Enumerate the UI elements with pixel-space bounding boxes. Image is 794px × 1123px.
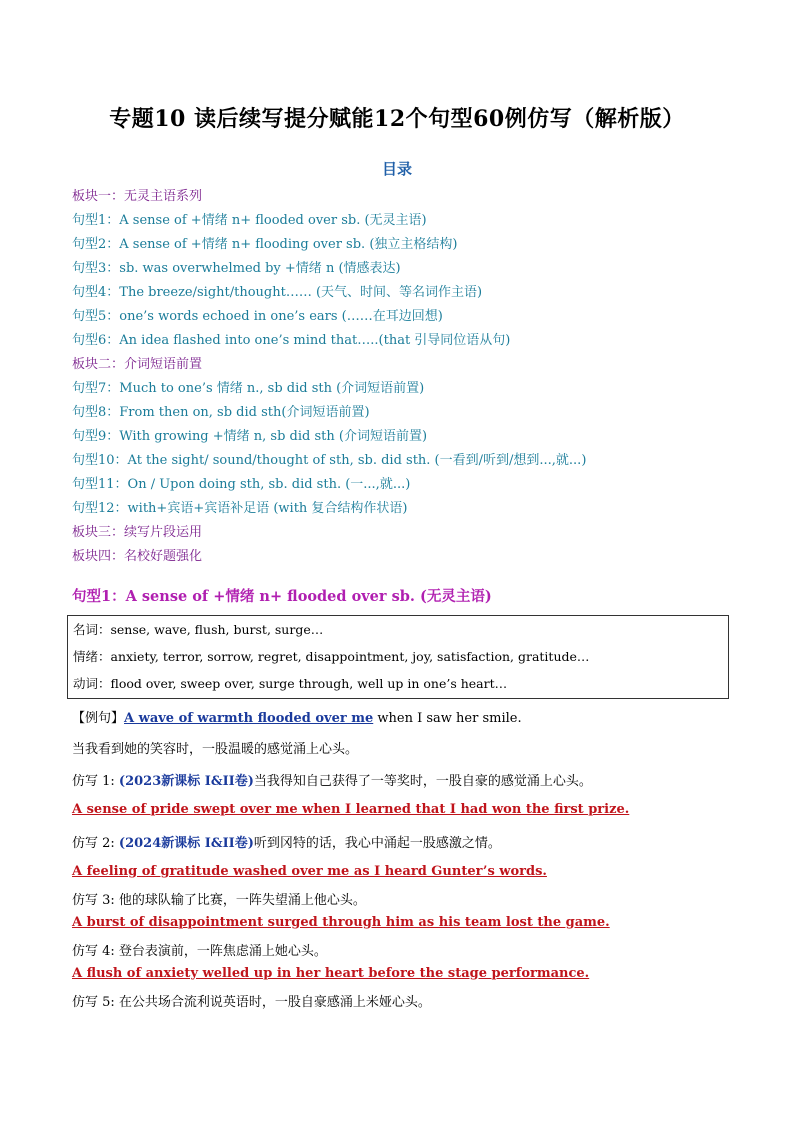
example-translation: 当我看到她的笑容时，一股温暖的感觉涌上心头。 bbox=[72, 742, 359, 757]
exercise-label: 仿写 2: bbox=[72, 836, 119, 851]
exercise-source: (2024新课标 I&II卷) bbox=[118, 836, 254, 851]
section-heading: 句型1：A sense of +情绪 n+ flooded over sb. (无灵主语) bbox=[72, 588, 492, 605]
example-rest: when I saw her smile. bbox=[373, 711, 522, 726]
toc-item-11[interactable]: 句型11：On / Upon doing sth, sb. did sth. (一...,就...) bbox=[72, 477, 411, 492]
vocab-emotion: 情绪：anxiety, terror, sorrow, regret, disappointment, joy, satisfaction, gratitude… bbox=[73, 649, 590, 664]
toc-item-1[interactable]: 句型1：A sense of +情绪 n+ flooded over sb. (无灵主语) bbox=[72, 213, 427, 228]
exercise-prompt: 当我得知自己获得了一等奖时，一股自豪的感觉涌上心头。 bbox=[253, 774, 592, 789]
table-of-contents bbox=[72, 186, 772, 570]
exercise-source: (2023新课标 I&II卷) bbox=[118, 774, 254, 789]
toc-section-2[interactable]: 板块二：介词短语前置 bbox=[72, 357, 203, 372]
example-highlight: A wave of warmth flooded over me bbox=[124, 711, 374, 726]
exercise-label: 仿写 4: bbox=[72, 944, 119, 959]
toc-item-9[interactable]: 句型9：With growing +情绪 n, sb did sth (介词短语前置) bbox=[72, 429, 428, 444]
exercise-prompt: 听到冈特的话，我心中涌起一股感激之情。 bbox=[253, 836, 501, 851]
toc-item-6[interactable]: 句型6：An idea flashed into one’s mind that…..(that 引导同位语从句) bbox=[72, 333, 511, 348]
toc-item-12[interactable]: 句型12：with+宾语+宾语补足语 (with 复合结构作状语) bbox=[72, 501, 408, 516]
toc-item-10[interactable]: 句型10：At the sight/ sound/thought of sth, sb. did sth. (一看到/听到/想到...,就...) bbox=[72, 453, 587, 468]
toc-item-3[interactable]: 句型3：sb. was overwhelmed by +情绪 n (情感表达) bbox=[72, 261, 401, 276]
exercise-2 bbox=[72, 832, 501, 851]
exercise-1 bbox=[72, 770, 592, 789]
exercise-2-answer: A feeling of gratitude washed over me as I heard Gunter’s words. bbox=[72, 864, 547, 879]
vocab-noun: 名词：sense, wave, flush, burst, surge… bbox=[73, 622, 324, 637]
exercise-5 bbox=[72, 991, 431, 1010]
toc-section-3[interactable]: 板块三：续写片段运用 bbox=[72, 525, 203, 540]
example-label: 【例句】 bbox=[72, 711, 125, 726]
exercise-4-answer: A flush of anxiety welled up in her heart before the stage performance. bbox=[72, 966, 590, 981]
example-sentence bbox=[72, 707, 522, 726]
toc-item-7[interactable]: 句型7：Much to one’s 情绪 n., sb did sth (介词短语前置) bbox=[72, 381, 425, 396]
exercise-prompt: 在公共场合流利说英语时，一股自豪感涌上米娅心头。 bbox=[118, 995, 431, 1010]
exercise-label: 仿写 1: bbox=[72, 774, 119, 789]
toc-section-4[interactable]: 板块四：名校好题强化 bbox=[72, 549, 203, 564]
exercise-1-answer: A sense of pride swept over me when I learned that I had won the first prize. bbox=[72, 802, 630, 817]
exercise-label: 仿写 3: bbox=[72, 893, 119, 908]
toc-section-1[interactable]: 板块一：无灵主语系列 bbox=[72, 189, 203, 204]
toc-item-8[interactable]: 句型8：From then on, sb did sth(介词短语前置) bbox=[72, 405, 370, 420]
toc-item-5[interactable]: 句型5：one’s words echoed in one’s ears (……在耳边回想) bbox=[72, 309, 443, 324]
document-title: 专题10 读后续写提分赋能12个句型60例仿写（解析版） bbox=[109, 106, 685, 132]
vocab-verb: 动词：flood over, sweep over, surge through, well up in one’s heart… bbox=[73, 676, 508, 691]
exercise-label: 仿写 5: bbox=[72, 995, 119, 1010]
toc-item-4[interactable]: 句型4：The breeze/sight/thought…… (天气、时间、等名词作主语) bbox=[72, 285, 483, 300]
exercise-3 bbox=[72, 889, 366, 908]
exercise-3-answer: A burst of disappointment surged through him as his team lost the game. bbox=[72, 915, 610, 930]
toc-heading: 目录 bbox=[381, 160, 412, 178]
exercise-prompt: 他的球队输了比赛，一阵失望涌上他心头。 bbox=[118, 893, 366, 908]
vocabulary-box bbox=[67, 615, 729, 699]
exercise-prompt: 登台表演前，一阵焦虑涌上她心头。 bbox=[118, 944, 327, 959]
exercise-4 bbox=[72, 940, 327, 959]
toc-item-2[interactable]: 句型2：A sense of +情绪 n+ flooding over sb. (独立主格结构) bbox=[72, 237, 458, 252]
